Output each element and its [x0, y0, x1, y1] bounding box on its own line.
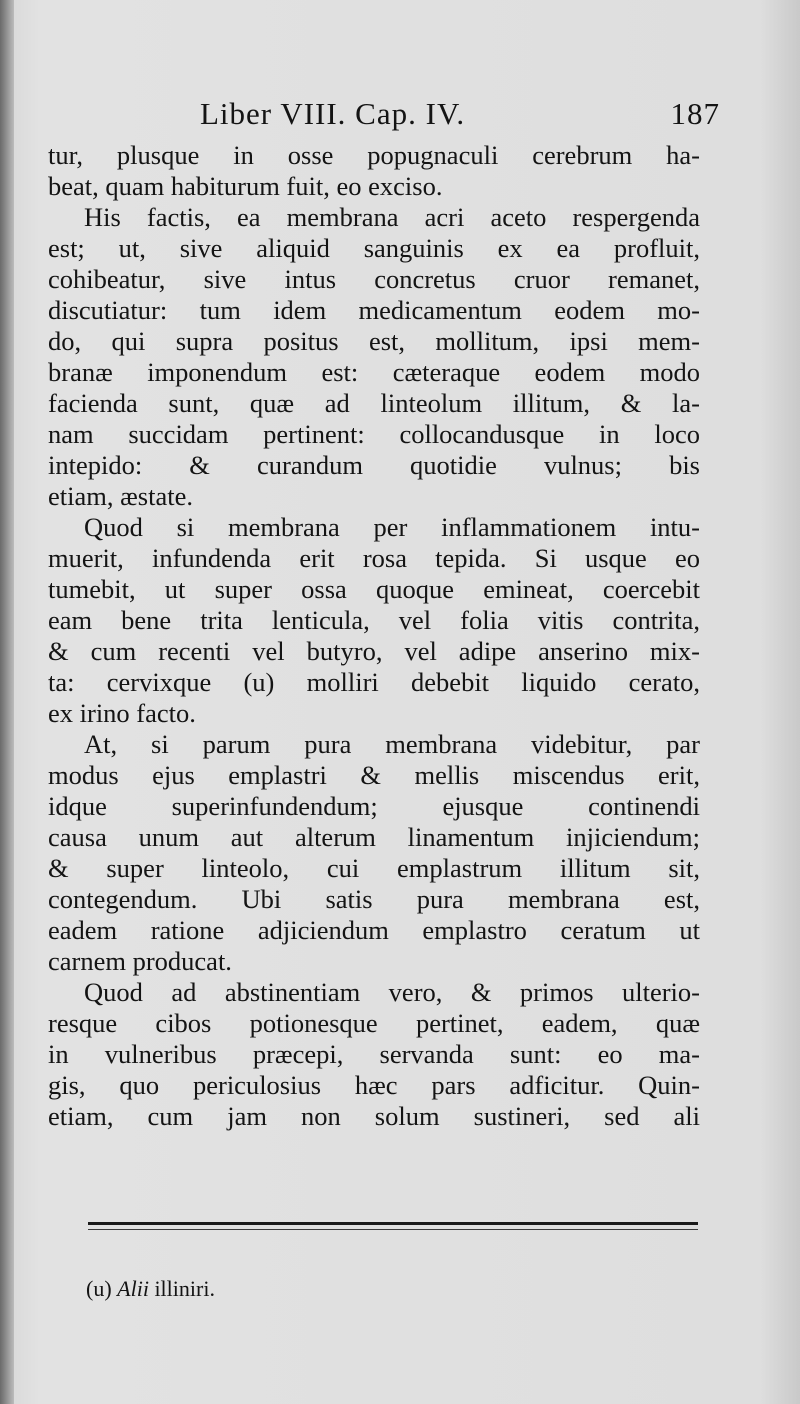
- text-line: Quod ad abstinentiam vero, & primos ulterio-: [84, 977, 700, 1007]
- text-line: ta: cervixque (u) molliri debebit liquido cerato,: [48, 667, 700, 697]
- text-line: carnem producat.: [48, 946, 232, 976]
- text-line: modus ejus emplastri & mellis miscendus erit,: [48, 760, 700, 790]
- text-line: beat, quam habiturum fuit, eo exciso.: [48, 171, 443, 201]
- text-line: Quod si membrana per inflammationem intu-: [84, 512, 700, 542]
- footnote-rule-thin: [88, 1229, 698, 1230]
- text-line: contegendum. Ubi satis pura membrana est,: [48, 884, 700, 914]
- footnote-rule: [88, 1222, 698, 1225]
- footnote-marker: (u): [86, 1276, 112, 1301]
- text-line: resque cibos potionesque pertinet, eadem, quæ: [48, 1008, 700, 1038]
- text-line: gis, quo periculosius hæc pars adficitur. Quin-: [48, 1070, 700, 1100]
- text-line: discutiatur: tum idem medicamentum eodem mo-: [48, 295, 700, 325]
- text-line: intepido: & curandum quotidie vulnus; bis: [48, 450, 700, 480]
- text-line: His factis, ea membrana acri aceto respergenda: [84, 202, 700, 232]
- text-line: eam bene trita lenticula, vel folia vitis contrita,: [48, 605, 700, 635]
- page-number: 187: [670, 96, 720, 131]
- text-line: muerit, infundenda erit rosa tepida. Si usque eo: [48, 543, 700, 573]
- text-line: idque superinfundendum; ejusque continendi: [48, 791, 700, 821]
- text-line: & super linteolo, cui emplastrum illitum sit,: [48, 853, 700, 883]
- text-line: nam succidam pertinent: collocandusque in loco: [48, 419, 700, 449]
- running-title: Liber VIII. Cap. IV.: [200, 96, 466, 131]
- text-line: etiam, æstate.: [48, 481, 193, 511]
- text-line: tur, plusque in osse popugnaculi cerebrum ha-: [48, 140, 700, 170]
- text-line: ex irino facto.: [48, 698, 196, 728]
- text-line: At, si parum pura membrana videbitur, par: [84, 729, 700, 759]
- text-line: tumebit, ut super ossa quoque emineat, coercebit: [48, 574, 700, 604]
- page-spine-shadow: [0, 0, 14, 1404]
- text-line: est; ut, sive aliquid sanguinis ex ea profluit,: [48, 233, 700, 263]
- text-line: branæ imponendum est: cæteraque eodem modo: [48, 357, 700, 387]
- text-line: & cum recenti vel butyro, vel adipe anserino mix-: [48, 636, 700, 666]
- body-text: [48, 140, 700, 1132]
- running-header: [200, 96, 720, 136]
- footnote-italic-word: Alii: [117, 1276, 149, 1301]
- footnote-text: illiniri.: [154, 1276, 215, 1301]
- text-line: in vulneribus præcepi, servanda sunt: eo ma-: [48, 1039, 700, 1069]
- text-line: do, qui supra positus est, mollitum, ipsi mem-: [48, 326, 700, 356]
- text-line: facienda sunt, quæ ad linteolum illitum, & la-: [48, 388, 700, 418]
- text-line: causa unum aut alterum linamentum injiciendum;: [48, 822, 700, 852]
- text-line: eadem ratione adjiciendum emplastro ceratum ut: [48, 915, 700, 945]
- text-line: cohibeatur, sive intus concretus cruor remanet,: [48, 264, 700, 294]
- text-line: etiam, cum jam non solum sustineri, sed ali: [48, 1101, 700, 1131]
- footnote: [86, 1274, 215, 1304]
